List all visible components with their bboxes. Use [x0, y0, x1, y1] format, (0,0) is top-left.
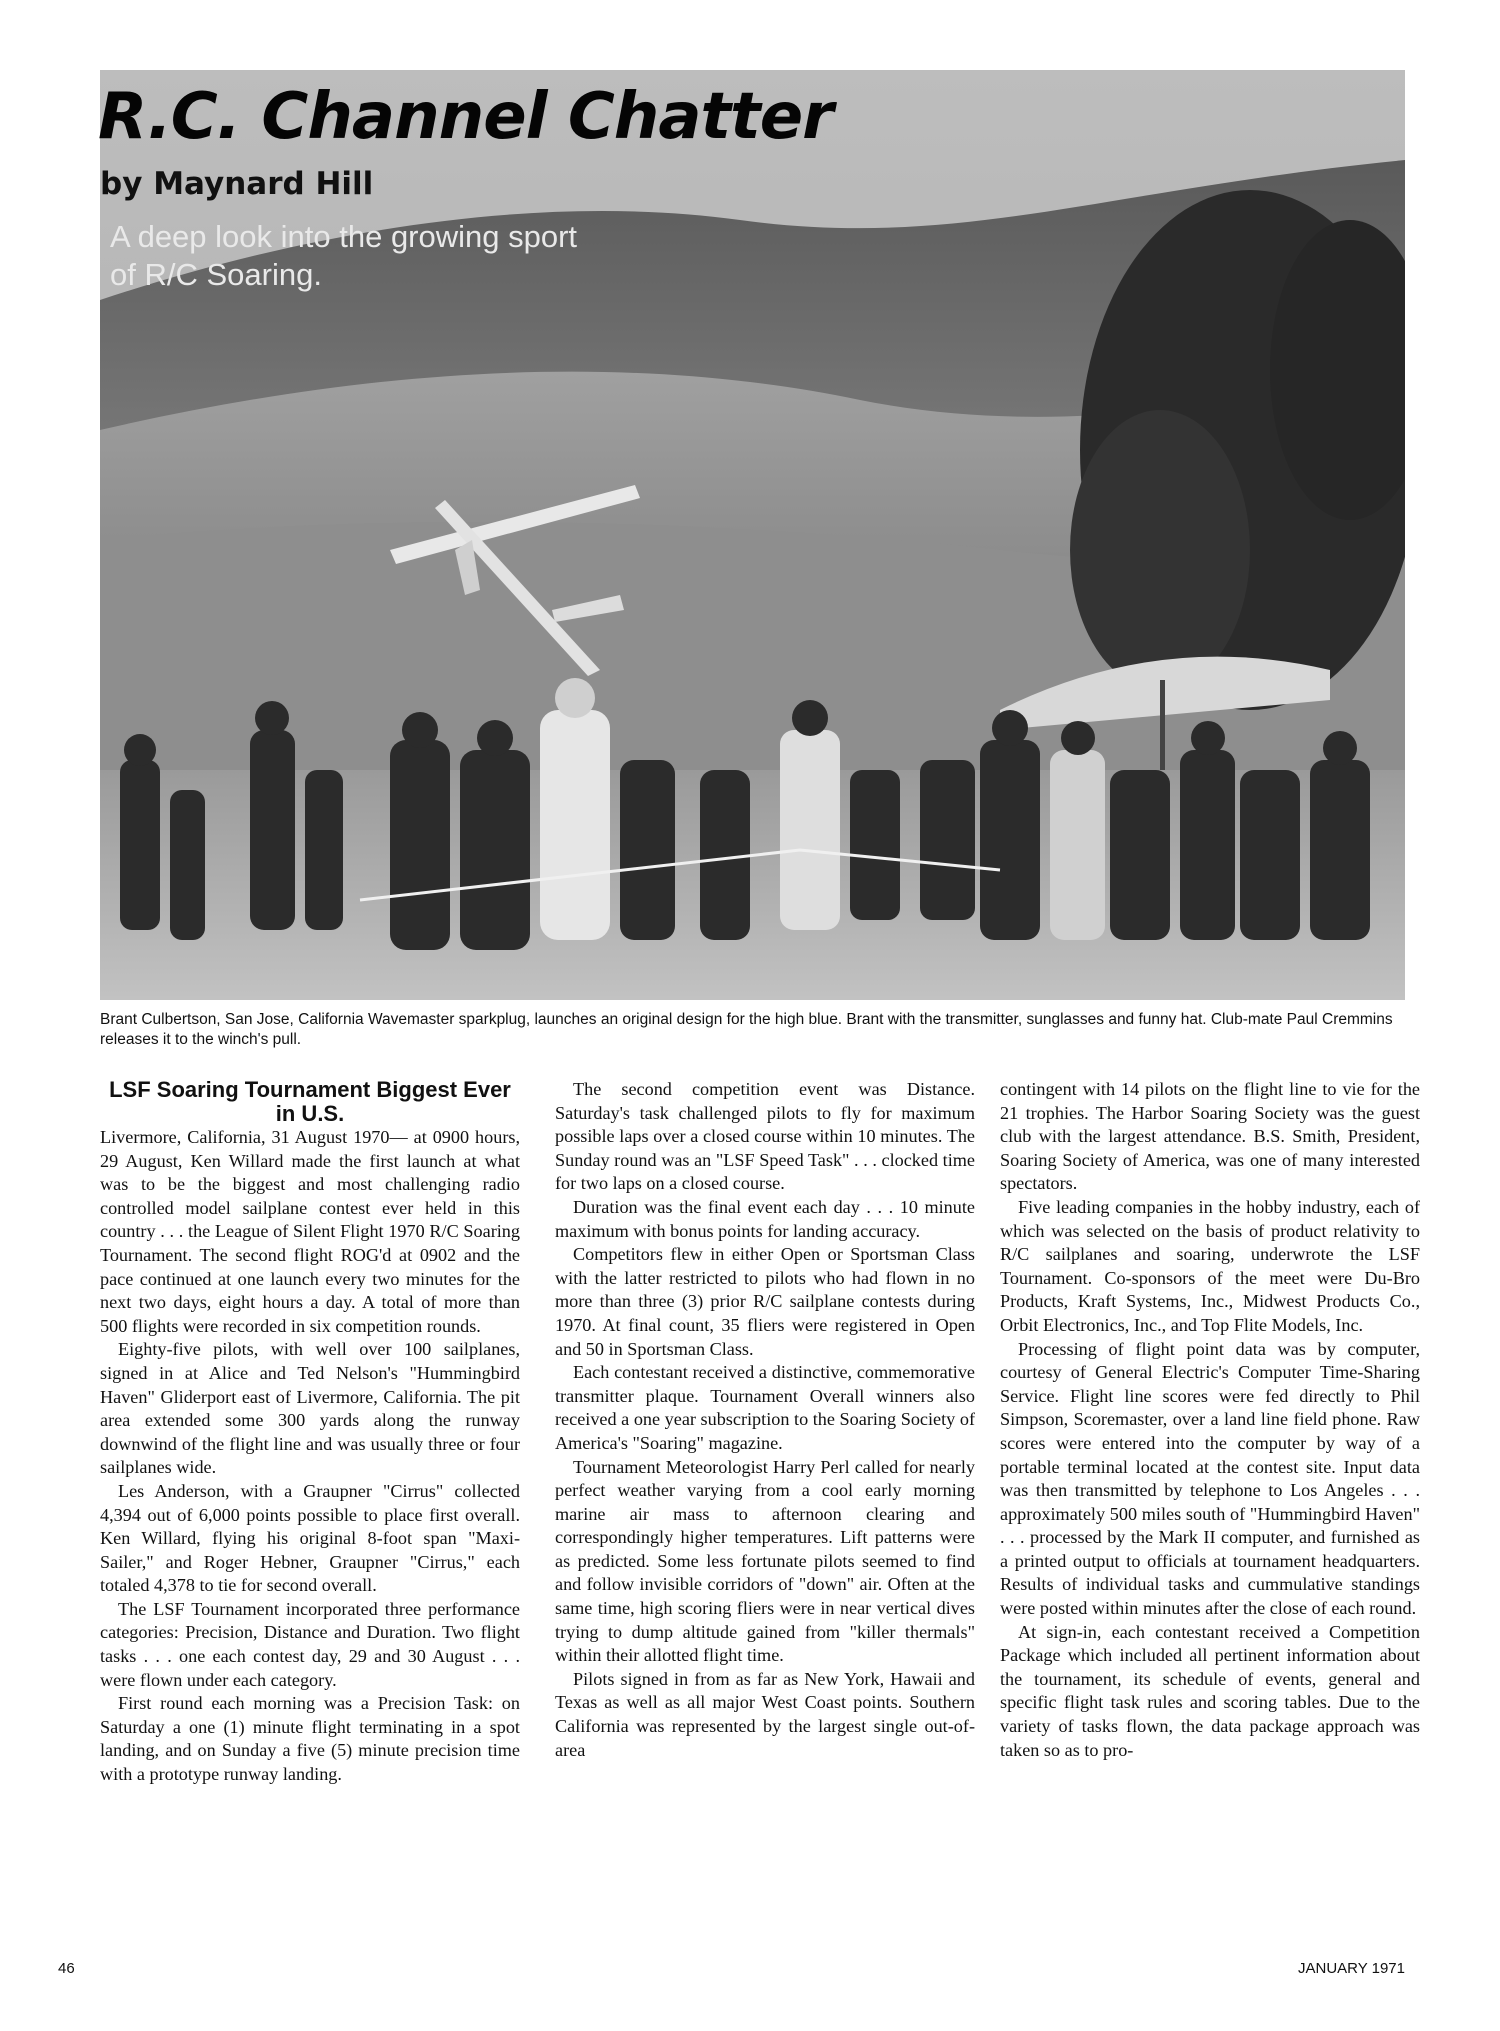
paragraph: The LSF Tournament incorporated three performance categories: Precision, Distance and Duration. Two flight tasks . . . one each contest day, 29 and 30 August . . . were flown under each category.: [100, 1598, 520, 1690]
article-column-1: [100, 1078, 520, 1938]
paragraph: Eighty-five pilots, with well over 100 sailplanes, signed in at Alice and Ted Nelson's "Hummingbird Haven" Gliderport east of Livermore, California. The pit area extended some 300 yards along the runway downwind of the flight line and was usually three or four sailplanes wide.: [100, 1339, 520, 1478]
byline: by Maynard Hill: [100, 166, 374, 202]
issue-date: JANUARY 1971: [1297, 1960, 1405, 1977]
article-column-3: [1000, 1078, 1420, 1938]
hero-photo: [100, 70, 1405, 1000]
sailplane-launch-scene: [100, 70, 1405, 1000]
tagline: A deep look into the growing sport of R/C Soaring.: [110, 219, 578, 292]
page-title: R.C. Channel Chatter: [98, 80, 833, 154]
paragraph: At sign-in, each contestant received a Competition Package which included all pertinent information about the tournament, its schedule of events, general and specific flight task rules and scoring tables. Due to the variety of tasks flown, the data package approach was taken so as to pro-: [1000, 1621, 1420, 1760]
paragraph: contingent with 14 pilots on the flight line to vie for the 21 trophies. The Harbor Soaring Society was the guest club with the largest attendance. B.S. Smith, President, Soaring Society of America, was one of many interested spectators.: [1000, 1079, 1420, 1194]
paragraph: Livermore, California, 31 August 1970— at 0900 hours, 29 August, Ken Willard made the first launch at what was to be the biggest and most challenging radio controlled model sailplane contest ever held in this country . . . the League of Silent Flight 1970 R/C Soaring Tournament. The second flight ROG'd at 0902 and the pace continued at one launch every two minutes for the next two days, eight hours a day. A total of more than 500 flights were recorded in six competition rounds.: [100, 1127, 520, 1336]
paragraph: Pilots signed in from as far as New York, Hawaii and Texas as well as all major West Coast points. Southern California was represented by the largest single out-of-area: [555, 1668, 975, 1760]
article-column-2: [555, 1078, 975, 1938]
paragraph: Competitors flew in either Open or Sportsman Class with the latter restricted to pilots who had flown in no more than three (3) prior R/C sailplane contests during 1970. At final count, 35 fliers were registered in Open and 50 in Sportsman Class.: [555, 1244, 975, 1359]
paragraph: Tournament Meteorologist Harry Perl called for nearly perfect weather varying from a cool early morning marine air mass to afternoon clearing and correspondingly higher temperatures. Lift patterns were as predicted. Some less fortunate pilots seemed to find and follow invisible corridors of "down" air. Often at the same time, high scoring fliers were in near vertical dives trying to dump altitude gained from "killer thermals" within their allotted flight time.: [555, 1456, 975, 1666]
paragraph: Each contestant received a distinctive, commemorative transmitter plaque. Tournament Overall winners also received a one year subscription to the Soaring Society of America's "Soaring" magazine.: [555, 1362, 975, 1453]
paragraph: Processing of flight point data was by computer, courtesy of General Electric's Computer Time-Sharing Service. Flight line scores were fed directly to Phil Simpson, Scoremaster, over a land line field phone. Raw scores were entered into the computer by way of a portable terminal located at the contest site. Input data was then transmitted by telephone to Los Angeles . . . approximately 500 miles south of "Hummingbird Haven" . . . processed by the Mark II computer, and furnished as a printed output to officials at tournament headquarters. Results of individual tasks and cummulative standings were posted within minutes after the close of each round.: [1000, 1338, 1420, 1619]
paragraph: Five leading companies in the hobby industry, each of which was selected on the basis of product relativity to R/C sailplanes and soaring, underwrote the LSF Tournament. Co-sponsors of the meet were Du-Bro Products, Kraft Systems, Inc., Midwest Products Co., Orbit Electronics, Inc., and Top Flite Models, Inc.: [1000, 1196, 1420, 1335]
paragraph: The second competition event was Distance. Saturday's task challenged pilots to fly for maximum possible laps over a closed course within 10 minutes. The Sunday round was an "LSF Speed Task" . . . clocked time for two laps on a closed course.: [555, 1079, 975, 1194]
article-headline: LSF Soaring Tournament Biggest Ever in U.S.: [109, 1078, 511, 1126]
page-number: 46: [58, 1960, 75, 1977]
paragraph: Duration was the final event each day . . . 10 minute maximum with bonus points for landing accuracy.: [555, 1196, 975, 1241]
paragraph: Les Anderson, with a Graupner "Cirrus" collected 4,394 out of 6,000 points possible to place first overall. Ken Willard, flying his original 8-foot span "Maxi-Sailer," and Roger Hebner, Graupner "Cirrus," each totaled 4,378 to tie for second overall.: [100, 1480, 520, 1596]
paragraph: First round each morning was a Precision Task: on Saturday a one (1) minute flight terminating in a spot landing, and on Sunday a five (5) minute precision time with a prototype runway landing.: [100, 1693, 520, 1785]
photo-caption: Brant Culbertson, San Jose, California Wavemaster sparkplug, launches an original design for the high blue. Brant with the transmitter, sunglasses and funny hat. Club-mate Paul Cremmins releases it to the winch's pull.: [100, 1011, 1393, 1048]
